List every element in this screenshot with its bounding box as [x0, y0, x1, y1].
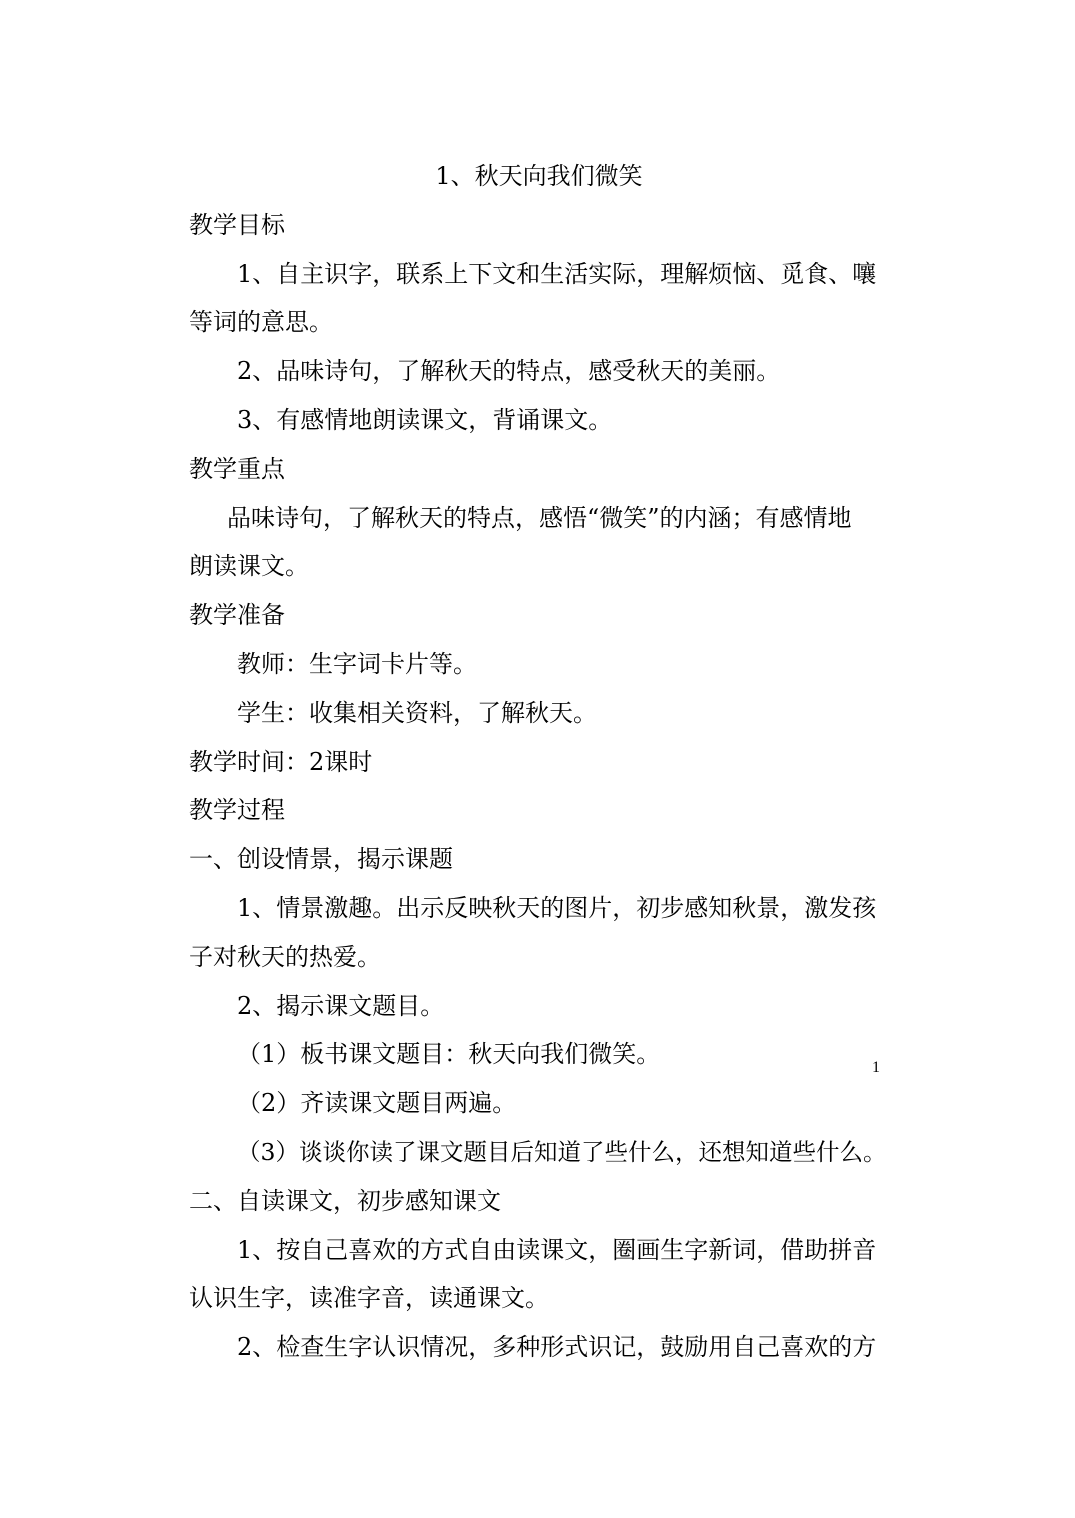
step-1-item-1-line-2: 子对秋天的热爱。 — [189, 942, 381, 971]
step-1-sub-item-3: （3）谈谈你读了课文题目后知道了些什么，还想知道些什么。 — [237, 1137, 887, 1166]
section-heading-preparation: 教学准备 — [189, 601, 285, 630]
step-2-item-1-line-2: 认识生字，读准字音，读通课文。 — [189, 1284, 549, 1313]
objective-2: 2、品味诗句，了解秋天的特点，感受秋天的美丽。 — [237, 357, 781, 386]
objective-1-line-1: 1、自主识字，联系上下文和生活实际，理解烦恼、觅食、嚷 — [237, 259, 877, 288]
document-title: 1、秋天向我们微笑 — [435, 162, 643, 190]
key-points-line-2: 朗读课文。 — [189, 552, 309, 581]
key-points-line-1: 品味诗句，了解秋天的特点，感悟“微笑”的内涵；有感情地 — [227, 503, 852, 532]
objective-3: 3、有感情地朗读课文，背诵课文。 — [237, 405, 613, 434]
step-2-item-2-line-1: 2、检查生字认识情况，多种形式识记，鼓励用自己喜欢的方 — [237, 1333, 877, 1362]
document-body — [189, 152, 889, 1372]
step-1-sub-item-1: （1）板书课文题目：秋天向我们微笑。 — [237, 1040, 661, 1069]
step-2-item-1-line-1: 1、按自己喜欢的方式自由读课文，圈画生字新词，借助拼音 — [237, 1235, 877, 1264]
section-heading-process: 教学过程 — [189, 796, 285, 825]
page-number: 1 — [872, 1059, 880, 1076]
preparation-student: 学生：收集相关资料，了解秋天。 — [237, 698, 597, 727]
process-step-1-heading: 一、创设情景，揭示课题 — [189, 845, 453, 874]
objective-1-line-2: 等词的意思。 — [189, 308, 333, 337]
teaching-time: 教学时间：2课时 — [189, 747, 373, 776]
section-heading-key-points: 教学重点 — [189, 454, 285, 483]
process-step-2-heading: 二、自读课文，初步感知课文 — [189, 1186, 501, 1215]
preparation-teacher: 教师：生字词卡片等。 — [237, 649, 477, 678]
section-heading-objectives: 教学目标 — [189, 210, 285, 239]
step-1-item-1-line-1: 1、情景激趣。出示反映秋天的图片，初步感知秋景，激发孩 — [237, 893, 877, 922]
step-1-item-2: 2、揭示课文题目。 — [237, 991, 445, 1020]
step-1-sub-item-2: （2）齐读课文题目两遍。 — [237, 1089, 517, 1118]
